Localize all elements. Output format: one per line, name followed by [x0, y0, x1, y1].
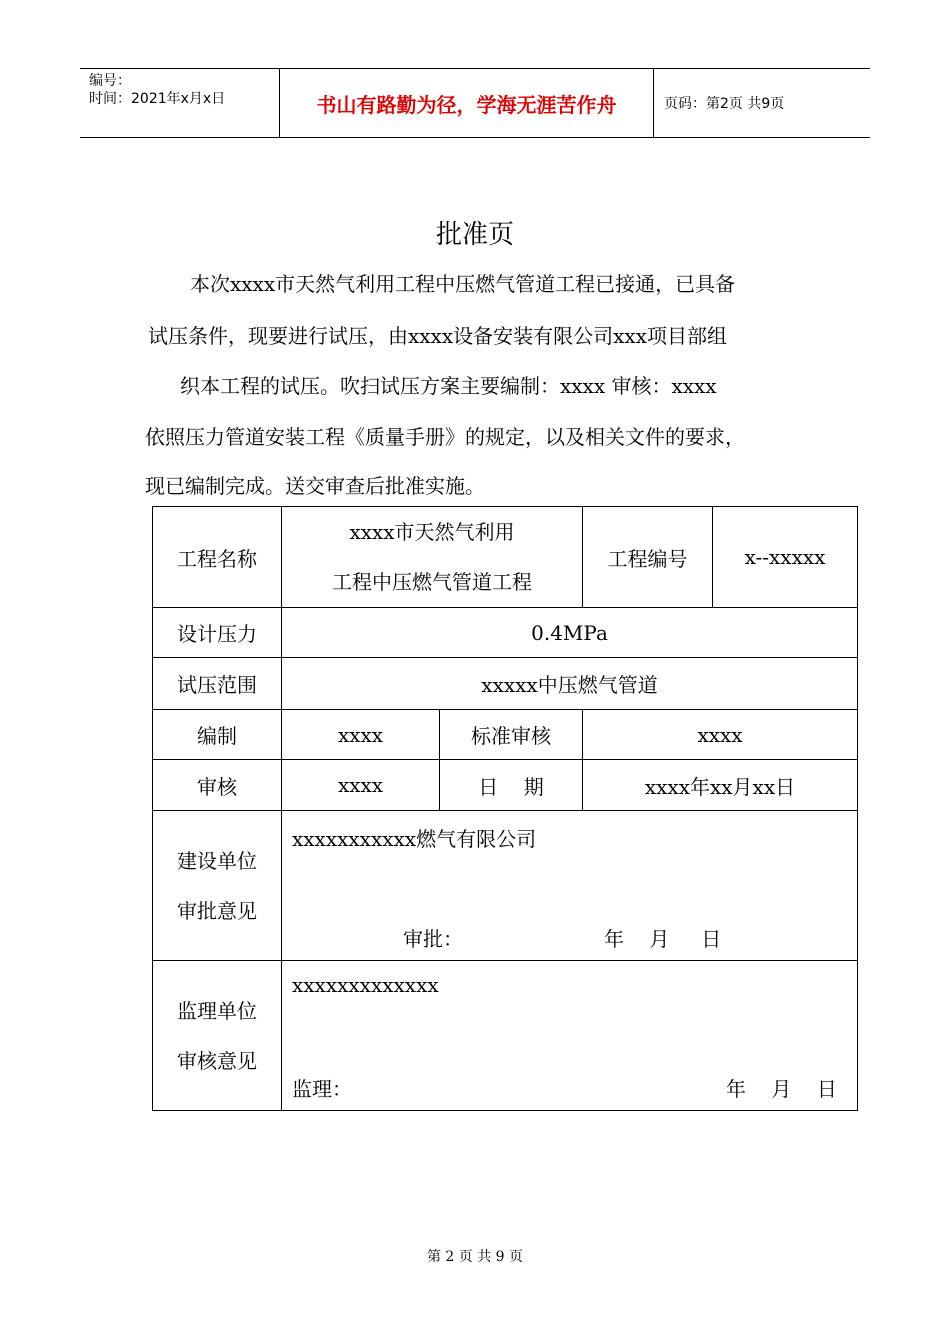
- compiled-value: xxxx: [282, 710, 440, 760]
- project-name-label: 工程名称: [153, 507, 282, 608]
- header-date-label: 时间：2021年x月x日: [89, 91, 226, 107]
- project-no-label: 工程编号: [583, 507, 713, 608]
- paragraph-line-2: 试压条件，现要进行试压，由xxxx设备安装有限公司xxx项目部组: [148, 324, 727, 348]
- owner-opinion-label: [153, 811, 282, 961]
- supervisor-sign-label: 监理：: [292, 1077, 352, 1101]
- date-label: 日 期: [440, 760, 583, 811]
- test-scope-value: xxxxx中压燃气管道: [282, 658, 858, 710]
- design-pressure-value: 0.4MPa: [282, 608, 858, 658]
- header-number-label: 编号：: [89, 73, 131, 89]
- std-review-value: xxxx: [583, 710, 858, 760]
- owner-label-line-1: 建设单位: [177, 848, 257, 873]
- project-name-value: [282, 507, 583, 608]
- table-row: [153, 760, 858, 811]
- supervisor-label-line-2: 审核意见: [177, 1048, 257, 1073]
- document-title: 批准页: [435, 220, 514, 250]
- project-name-line-2: 工程中压燃气管道工程: [332, 570, 532, 594]
- project-no-value: x--xxxxx: [713, 507, 858, 608]
- supervisor-opinion-label: [153, 961, 282, 1111]
- paragraph-line-1: 本次xxxx市天然气利用工程中压燃气管道工程已接通，已具备: [190, 272, 736, 296]
- owner-date: 年 月 日: [604, 927, 722, 951]
- review-value: xxxx: [282, 760, 440, 811]
- owner-company: xxxxxxxxxxx燃气有限公司: [292, 827, 537, 851]
- table-row: [153, 811, 858, 961]
- table-row: [153, 507, 858, 608]
- page-footer: 第 2 页 共 9 页: [426, 1249, 524, 1265]
- table-row: [153, 961, 858, 1111]
- page-header: [80, 68, 870, 138]
- header-meta: [80, 69, 280, 137]
- table-row: [153, 608, 858, 658]
- supervisor-date: 年 月 日: [726, 1077, 837, 1101]
- paragraph-line-3: 织本工程的试压。吹扫试压方案主要编制：xxxx 审核：xxxx: [180, 374, 717, 398]
- design-pressure-label: 设计压力: [153, 608, 282, 658]
- paragraph-line-4: 依照压力管道安装工程《质量手册》的规定，以及相关文件的要求，: [145, 425, 745, 449]
- std-review-label: 标准审核: [440, 710, 583, 760]
- project-name-line-1: xxxx市天然气利用: [349, 520, 515, 544]
- header-page-info: 页码：第2页 共9页: [664, 96, 785, 112]
- date-value: xxxx年xx月xx日: [583, 760, 858, 811]
- supervisor-company: xxxxxxxxxxxxx: [292, 973, 439, 997]
- compiled-label: 编制: [153, 710, 282, 760]
- table-row: [153, 658, 858, 710]
- approval-table: [152, 506, 858, 1111]
- test-scope-label: 试压范围: [153, 658, 282, 710]
- owner-opinion-cell: [282, 811, 858, 961]
- header-motto: 书山有路勤为径，学海无涯苦作舟: [280, 69, 654, 137]
- paragraph-line-5: 现已编制完成。送交审查后批准实施。: [145, 474, 485, 498]
- supervisor-opinion-cell: [282, 961, 858, 1111]
- review-label: 审核: [153, 760, 282, 811]
- owner-sign-label: 审批：: [403, 927, 463, 951]
- table-row: [153, 710, 858, 760]
- owner-label-line-2: 审批意见: [177, 898, 257, 923]
- supervisor-label-line-1: 监理单位: [177, 998, 257, 1023]
